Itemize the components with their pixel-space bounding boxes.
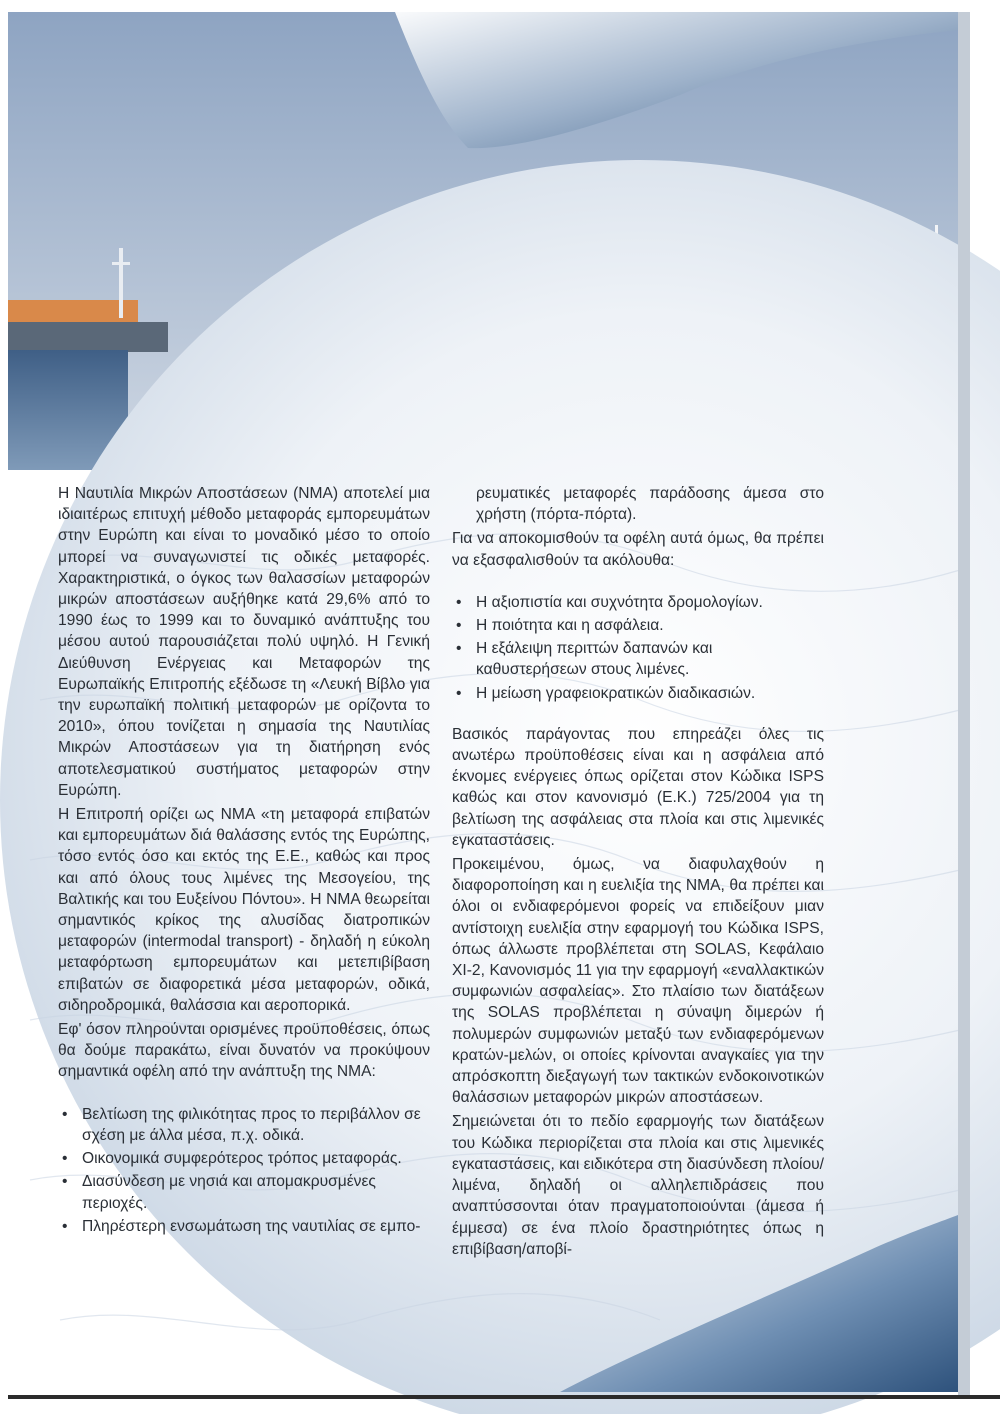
bullet-glyph: • [456,593,462,611]
right-edge-band [958,12,970,1397]
list-item: • Η εξάλειψη περιττών δαπανών και καθυστερήσεων στους λιμένες. [456,640,713,679]
list-item: • Βελτίωση της φιλικότητας προς το περιβάλλον σε σχέση με άλλα μέσα, π.χ. οδικά. [62,1105,421,1144]
requirements-list [452,592,824,704]
bullet-continuation: ρευματικές μεταφορές παράδοσης άμεσα στο χρήστη (πόρτα-πόρτα). [476,485,824,524]
bullet-glyph: • [456,640,462,658]
left-paragraph: Η Επιτροπή ορίζει ως ΝΜΑ «τη μεταφορά επιβατών και εμπορευμάτων διά θαλάσσης εντός της Ευρώπης, τόσο εντός όσο και εκτός της Ε.Ε., καθώς και προς και από όλους τους λιμένες της Μεσογείου, της Βαλτικής και του Ευξείνου Πόντου». Η ΝΜΑ θεωρείται σημαντικός κρίκος της αλυσίδας διατροπικών μεταφορών (intermodal transport) - δηλαδή η εύκολη μεταφόρτωση εμπορευμάτων και μετεπιβίβαση επιβατών σε διαφορετικά μέσα μεταφορών, οδικά, σιδηροδρομικά, θαλάσσια και αεροπορικά. [58,806,430,1014]
bottom-rule [8,1395,1000,1399]
list-item: • Διασύνδεση με νησιά και απομακρυσμένες περιοχές. [62,1173,376,1212]
list-item: • Η ποιότητα και η ασφάλεια. [452,615,824,636]
right-paragraph: Βασικός παράγοντας που επηρεάζει όλες τις ανωτέρω προϋποθέσεις είναι και η ασφάλεια από έκνομες ενέργειες όπως ορίζεται στον Κώδικα ISPS καθώς και στον κανονισμό (Ε.Κ.) 725/2004 για τη βελτίωση της ασφάλειας στα πλοία και στις λιμενικές εγκαταστάσεις. [452,725,824,849]
left-paragraph: Η Ναυτιλία Μικρών Αποστάσεων (ΝΜΑ) αποτελεί μια ιδιαιτέρως επιτυχή μέθοδο μεταφοράς εμπορευμάτων στην Ευρώπη και είναι το μοναδικό μέσο το οποίο μπορεί να συναγωνιστεί τις οδικές μεταφορές. Χαρακτηριστικά, ο όγκος των θαλασσίων μεταφορών μικρών αποστάσεων αυξήθηκε κατά 29,6% από το 1990 έως το 1999 και το δυναμικό ανάπτυξης του μέσου αυτού παρουσιάζεται πολύ υψηλό. Η Γενική Διεύθυνση Ενέργειας και Μεταφορών της Ευρωπαϊκής Επιτροπής εξέδωσε τη «Λευκή Βίβλο για την ευρωπαϊκή πολιτική μεταφορών με ορίζοντα το 2010», όπου τονίζεται η σημασία της Ναυτιλίας Μικρών Αποστάσεων για τη διατήρηση ενός αποτελεσματικού συστήματος μεταφορών στην Ευρώπη. [58,485,430,799]
list-item: • Πληρέστερη ενσωμάτωση της ναυτιλίας σε εμπο- [58,1216,430,1237]
bullet-glyph: • [456,684,462,702]
bullet-glyph: • [62,1173,68,1191]
bullet-glyph: • [62,1217,68,1235]
right-intro: Για να αποκομισθούν τα οφέλη αυτά όμως, θα πρέπει να εξασφαλισθούν τα ακόλουθα: [452,530,824,569]
right-paragraph: Προκειμένου, όμως, να διαφυλαχθούν η διαφοροποίηση και η ευελιξία της ΝΜΑ, θα πρέπει και όλοι οι ενδιαφερόμενοι φορείς να επιδείξουν μιαν αντίστοιχη ευελιξία στην εφαρμογή του Κώδικα ISPS, όπως άλλωστε προβλέπεται στη SOLAS, Κεφάλαιο XI-2, Κανονισμός 11 για την εφαρμογή «εναλλακτικών συμφωνιών ασφαλείας». Στο πλαίσιο των διατάξεων της SOLAS προβλέπεται η σύναψη διμερών ή πολυμερών συμφωνιών μεταξύ των ενδιαφερόμενων κρατών-μελών, οι οποίες κρίνονται αναγκαίες για την απρόσκοπτη διεξαγωγή των τακτικών ενδοκοινοτικών θαλάσσιων μεταφορών μικρών αποστάσεων. [452,856,824,1107]
right-text-column [452,483,824,1263]
right-paragraph: Σημειώνεται ότι το πεδίο εφαρμογής των διατάξεων του Κώδικα περιορίζεται στα πλοία και στις λιμενικές εγκαταστάσεις, και ειδικότερα στη διασύνδεση πλοίου/λιμένα, δηλαδή οι αλληλεπιδράσεις που αναπτύσσονται όταν πραγματοποιούνται (άμεσα ή έμμεσα) σε ένα πλοίο δραστηριότητες όπως η επιβίβαση/αποβί- [452,1113,824,1258]
bullet-glyph: • [62,1105,68,1123]
bullet-glyph: • [62,1150,68,1168]
benefits-list [58,1104,430,1237]
ship-mast-left [119,248,123,318]
left-paragraph: Εφ' όσον πληρούνται ορισμένες προϋποθέσεις, όπως θα δούμε παρακάτω, είναι δυνατόν να προκύψουν σημαντικά οφέλη από την ανάπτυξη της ΝΜΑ: [58,1021,430,1081]
list-item: • Η αξιοπιστία και συχνότητα δρομολογίων. [452,592,824,613]
quay-strip [8,300,138,322]
left-text-column [58,483,430,1239]
list-item: • Οικονομικά συμφερότερος τρόπος μεταφοράς. [58,1148,430,1169]
bullet-glyph: • [456,617,462,635]
list-item: • Η μείωση γραφειοκρατικών διαδικασιών. [452,683,824,704]
